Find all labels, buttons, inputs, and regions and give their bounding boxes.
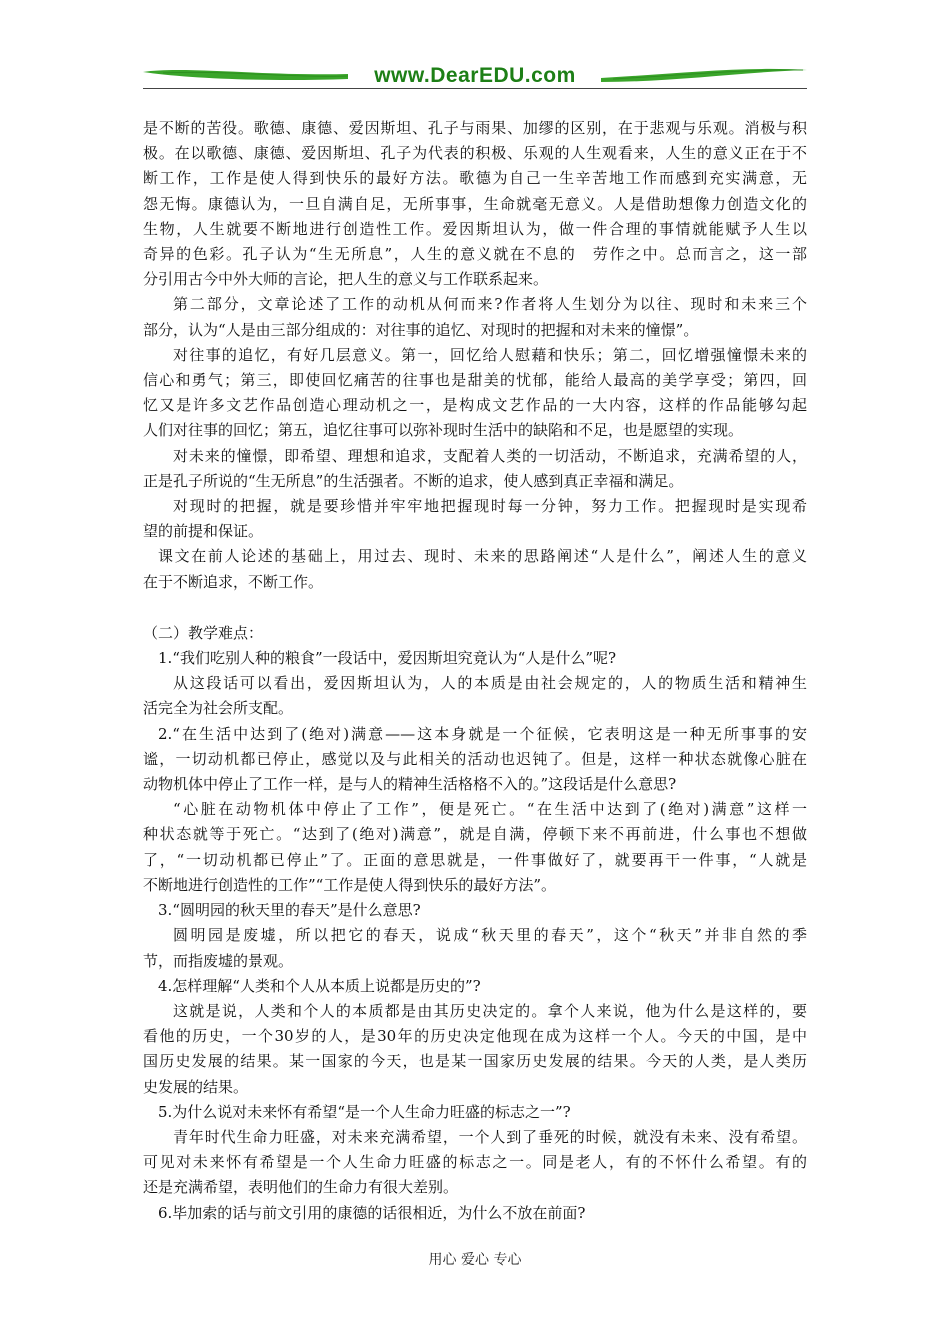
paragraph [143,923,807,973]
text-line: 节，而指废墟的景观。 [143,951,294,970]
text-line: 分引用古今中外大师的言论，把人生的意义与工作联系起来。 [143,270,549,289]
paragraph [143,343,807,444]
text-line: 对往事的追忆，有好几层意义。第一，回忆给人慰藉和快乐；第二，回忆增强憧憬未来的 [173,345,807,364]
paragraph [143,292,807,342]
paragraph [143,1100,807,1125]
site-brand[interactable]: www.DearEDU.com [374,64,576,87]
paragraph [143,1201,807,1226]
document-body [143,116,807,1226]
paragraph [143,1125,807,1201]
text-line: 种状态就等于死亡。“达到了(绝对)满意”，就是自满，停顿下来不再前进，什么事也不想做 [143,825,807,844]
text-line: 正是孔子所说的“生无所息”的生活强者。不断的追求，使人感到真正幸福和满足。 [143,471,684,490]
text-line: 1.“我们吃别人种的粮食”一段话中，爱因斯坦究竟认为“人是什么”呢? [158,649,617,668]
text-line: 了，“一切动机都已停止”了。正面的意思就是，一件事做好了，就要再干一件事，“人就是 [143,850,807,869]
paragraph [143,116,807,292]
text-line: 对未来的憧憬，即希望、理想和追求，支配着人类的一切活动，不断追求，充满希望的人， [173,446,807,465]
text-line: 是不断的苦役。歌德、康德、爱因斯坦、孔子与雨果、加缪的区别，在于悲观与乐观。消极与积 [143,119,807,137]
text-line: 动物机体中停止了工作一样，是与人的精神生活格格不入的。”这段话是什么意思? [143,775,677,794]
section-gap [143,595,807,621]
text-line: （二）教学难点： [143,623,264,642]
text-line: 谧，一切动机都已停止，感觉以及与此相关的活动也迟钝了。但是，这样一种状态就像心脏在 [143,749,807,768]
difficulty-section [143,621,807,1226]
text-line: 国历史发展的结果。某一国家的今天，也是某一国家历史发展的结果。今天的人类，是人类历 [143,1052,807,1071]
text-line: 怨无悔。康德认为，一旦自满自足，无所事事，生命就毫无意义。人是借助想像力创造文化的 [143,194,807,213]
text-line: 奇异的色彩。孔子认为“生无所息”，人生的意义就在不息的 劳作之中。总而言之，这一部 [143,245,807,264]
paragraph [143,974,807,999]
page-footer: 用心 爱心 专心 [428,1252,522,1268]
text-line: 望的前提和保证。 [143,522,264,541]
text-line: 第二部分，文章论述了工作的动机从何而来?作者将人生划分为以往、现时和未来三个 [173,295,807,314]
paragraph [143,797,807,898]
paragraph [143,898,807,923]
text-line: 人们对往事的回忆；第五，追忆往事可以弥补现时生活中的缺陷和不足，也是愿望的实现。 [143,421,744,440]
text-line: 这就是说，人类和个人的本质都是由其历史决定的。拿个人来说，他为什么是这样的，要 [173,1001,807,1020]
text-line: 圆明园是废墟，所以把它的春天，说成“秋天里的春天”，这个“秋天”并非自然的季 [173,926,807,945]
text-line: 6.毕加索的话与前文引用的康德的话很相近，为什么不放在前面? [158,1203,586,1222]
text-line: 青年时代生命力旺盛，对未来充满希望，一个人到了垂死的时候，就没有未来、没有希望。 [173,1127,807,1146]
text-line: 5.为什么说对未来怀有希望“是一个人生命力旺盛的标志之一”? [158,1102,571,1121]
text-line: 生物，人生就要不断地进行创造性工作。爱因斯坦认为，做一件合理的事情就能赋予人生以 [143,219,807,238]
paragraph [143,722,807,798]
text-line: 2.“在生活中达到了(绝对)满意——这本身就是一个征候，它表明这是一种无所事事的安 [158,724,807,743]
text-line: 可见对未来怀有希望是一个人生命力旺盛的标志之一。同是老人，有的不怀什么希望。有的 [143,1153,807,1172]
text-line: 部分，认为“人是由三部分组成的：对往事的追忆、对现时的把握和对未来的憧憬”。 [143,320,699,339]
text-line: 活完全为社会所支配。 [143,699,294,718]
header-rule [143,88,807,89]
text-line: 极。在以歌德、康德、爱因斯坦、孔子为代表的积极、乐观的人生观看来，人生的意义正在于不 [143,144,807,163]
text-line: 信心和勇气；第三，即使回忆痛苦的往事也是甜美的忧郁，能给人最高的美学享受；第四，回 [143,371,807,390]
text-line: 3.“圆明园的秋天里的春天”是什么意思? [158,901,421,920]
paragraph [143,671,807,721]
paragraph [143,646,807,671]
text-line: 课文在前人论述的基础上，用过去、现时、未来的思路阐述“人是什么”，阐述人生的意义 [158,547,807,566]
paragraph [143,494,807,544]
text-line: 不断地进行创造性的工作”“工作是使人得到快乐的最好方法”。 [143,875,557,894]
text-line: 在于不断追求，不断工作。 [143,572,324,591]
text-line: 从这段话可以看出，爱因斯坦认为，人的本质是由社会规定的，人的物质生活和精神生 [173,674,807,693]
paragraph [143,621,807,646]
text-line: 忆又是许多文艺作品创造心理动机之一，是构成文艺作品的一大内容，这样的作品能够勾起 [143,396,807,415]
text-line: 还是充满希望，表明他们的生命力有很大差别。 [143,1178,459,1197]
text-line: “心脏在动物机体中停止了工作”，便是死亡。“在生活中达到了(绝对)满意”这样一 [173,800,807,819]
paragraph [143,444,807,494]
text-line: 看他的历史，一个30岁的人，是30年的历史决定他现在成为这样一个人。今天的中国，是中 [143,1027,807,1046]
paragraph [143,544,807,594]
analysis-section [143,116,807,595]
text-line: 4.怎样理解“人类和个人从本质上说都是历史的”? [158,976,481,995]
text-line: 史发展的结果。 [143,1077,249,1096]
text-line: 对现时的把握，就是要珍惜并牢牢地把握现时每一分钟，努力工作。把握现时是实现希 [173,497,807,516]
text-line: 断工作，工作是使人得到快乐的最好方法。歌德为自己一生辛苦地工作而感到充实满意，无 [143,169,807,188]
paragraph [143,999,807,1100]
